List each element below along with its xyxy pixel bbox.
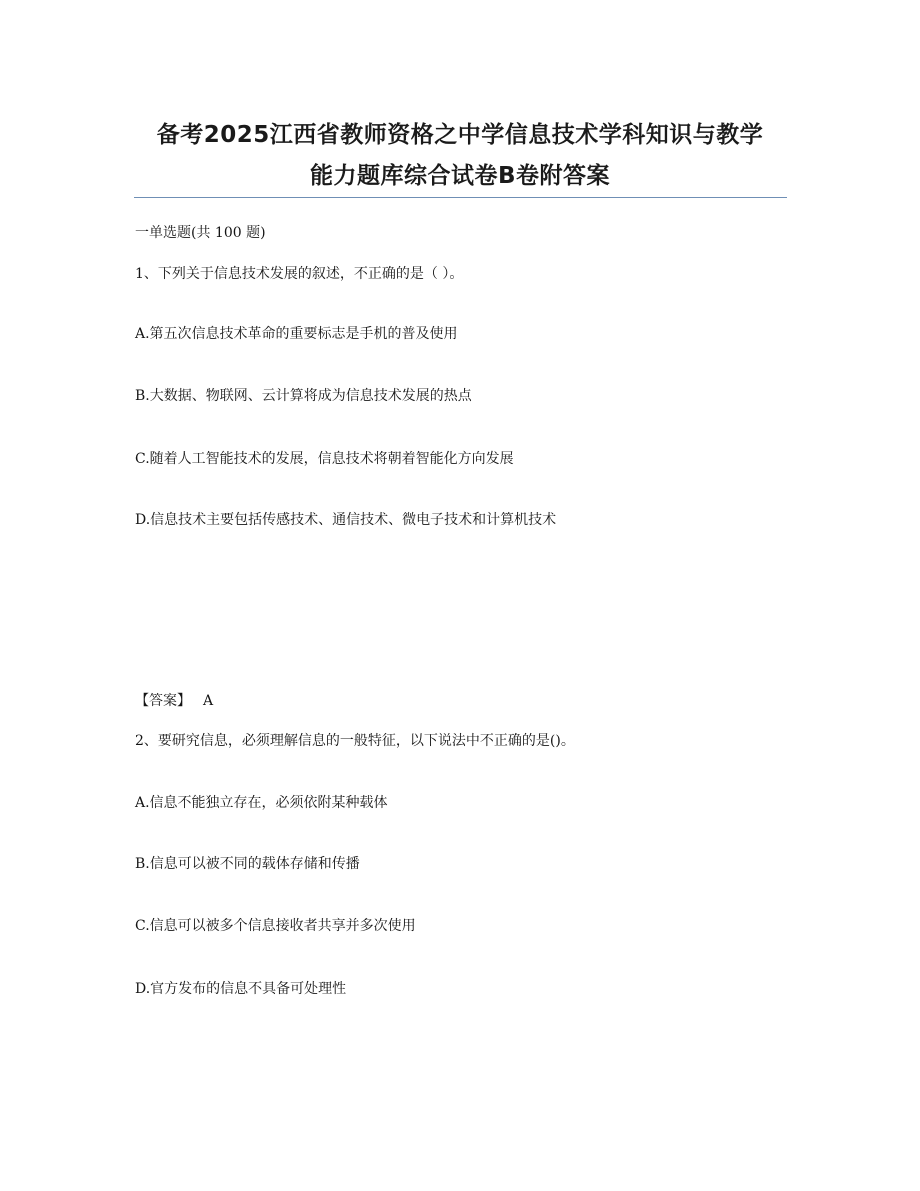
question-1-option-c: C.随着人工智能技术的发展，信息技术将朝着智能化方向发展 <box>135 451 514 467</box>
question-1-answer <box>135 692 213 710</box>
question-1-option-a: A.第五次信息技术革命的重要标志是手机的普及使用 <box>135 326 458 342</box>
answer-label: 【答案】 <box>135 693 191 709</box>
question-2-option-a: A.信息不能独立存在，必须依附某种载体 <box>135 795 388 811</box>
document-title-line-2: 能力题库综合试卷B卷附答案 <box>309 163 611 189</box>
section-heading: 一单选题(共 100 题) <box>135 225 266 241</box>
answer-value: A <box>203 693 214 709</box>
document-title-line-1: 备考2025江西省教师资格之中学信息技术学科知识与教学 <box>156 122 764 148</box>
question-1-option-d: D.信息技术主要包括传感技术、通信技术、微电子技术和计算机技术 <box>135 512 557 528</box>
question-2-stem: 2、要研究信息，必须理解信息的一般特征，以下说法中不正确的是()。 <box>135 733 575 749</box>
question-1-stem: 1、下列关于信息技术发展的叙述，不正确的是（ ）。 <box>135 266 464 282</box>
question-2-option-b: B.信息可以被不同的载体存储和传播 <box>135 856 360 872</box>
question-2-option-d: D.官方发布的信息不具备可处理性 <box>135 981 347 997</box>
title-divider <box>134 197 787 198</box>
question-2-option-c: C.信息可以被多个信息接收者共享并多次使用 <box>135 918 416 934</box>
question-1-option-b: B.大数据、物联网、云计算将成为信息技术发展的热点 <box>135 388 472 404</box>
